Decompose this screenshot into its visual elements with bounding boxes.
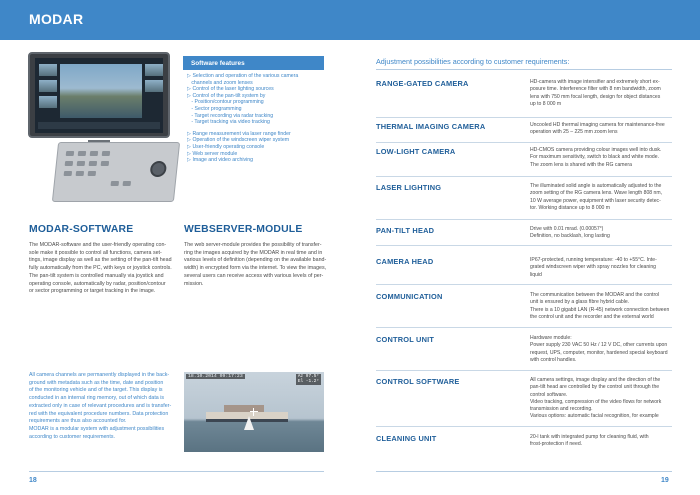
spec-label: THERMAL IMAGING CAMERA <box>376 122 486 131</box>
console-key <box>77 161 86 166</box>
spec-label: CAMERA HEAD <box>376 257 434 266</box>
spec-description: Uncooled HD thermal imaging camera for maintenance-free operation with 25 – 225 mm zoom lens <box>530 122 665 136</box>
console-key <box>102 151 111 156</box>
feature-item: - Position/contour programming <box>191 99 264 106</box>
software-toolbar <box>38 122 160 129</box>
main-camera-view <box>60 64 142 118</box>
feature-item: - Target recording via radar tracking <box>191 112 274 119</box>
heading-rule <box>376 69 672 70</box>
camera-channels-note: All camera channels are permanently displayed in the back- ground with metadata such as the time, date and position of the monitoring vehicle and of the target. This display is conducted in an internal ring memory, out of which data is extracted only in case of relevant procedures and is transfer- red with the equivalent procedure numbers. Data protection requirements are thus also accounted for. MODAR is a modular system with adjustment possibilities according to customer requirements. <box>29 372 172 440</box>
spec-description: All camera settings, image display and the direction of the pan-tilt head are controlled by the control unit through the control software. Video tracking, compression of the video flows for network transmission and recording. Various options: automatic facial recognition, for example <box>530 377 662 420</box>
spec-description: HD-CMOS camera providing colour images well into dusk. For maximum sensitivity, switch to black and white mode. The zoom lens is shared with the RG camera <box>530 147 662 168</box>
spec-row-camera-head <box>376 257 672 285</box>
spec-row-range-gated-camera <box>376 79 672 118</box>
console-key <box>76 171 85 176</box>
feature-item: - Sector programming <box>191 105 242 112</box>
console-key <box>64 171 73 176</box>
feature-item: ▷ Selection and operation of the various camera <box>187 73 299 79</box>
spec-label: LASER LIGHTING <box>376 183 442 192</box>
spec-label: LOW-LIGHT CAMERA <box>376 147 456 156</box>
console-key <box>111 181 120 186</box>
page-number-right: 19 <box>661 477 669 484</box>
console-key <box>123 181 132 186</box>
page-title: MODAR <box>29 11 84 27</box>
spec-row-control-software <box>376 377 672 427</box>
camera-image <box>184 372 324 452</box>
console-key <box>78 151 87 156</box>
feature-item: ▷ Image and video archiving <box>187 157 253 164</box>
spec-row-cleaning-unit <box>376 434 672 454</box>
feature-item: ▷ Web server module <box>187 150 238 157</box>
spec-label: CLEANING UNIT <box>376 434 437 443</box>
spec-row-communication <box>376 292 672 328</box>
operating-console-illustration <box>52 142 180 202</box>
console-key <box>90 151 99 156</box>
console-key <box>89 161 98 166</box>
feature-item: channels and zoom lenses <box>191 79 253 86</box>
spec-label: PAN-TILT HEAD <box>376 226 435 235</box>
monitor-screen <box>35 58 163 133</box>
spec-row-control-unit <box>376 335 672 371</box>
camera-thumbnail <box>145 80 163 92</box>
footer-rule <box>376 471 672 472</box>
console-key <box>88 171 97 176</box>
spec-description: 20-l tank with integrated pump for cleaning fluid, with frost-protection if need. <box>530 434 649 448</box>
spec-description: The illuminated solid angle is automatically adjusted to the zoom setting of the RG camera lens. Wave length 808 nm, 10 W average power, equipment with laser security detec- tor. Working distance up to 8 000 m <box>530 183 663 211</box>
webserver-module-title: WEBSERVER-MODULE <box>184 224 303 235</box>
spec-description: The communication between the MODAR and the control unit is ensured by a glass fibre hybrid cable. There is a 10 gigabit LAN (R-45) network connection between the control unit and the recorder and the external world <box>530 292 670 320</box>
console-key <box>66 151 75 156</box>
console-key <box>65 161 74 166</box>
spec-label: RANGE-GATED CAMERA <box>376 79 469 88</box>
adjustments-heading: Adjustment possibilities according to customer requirements: <box>376 57 570 66</box>
camera-thumbnail <box>39 64 57 76</box>
feature-item: - Target tracking via video tracking <box>191 119 270 126</box>
spec-label: COMMUNICATION <box>376 292 443 301</box>
spec-row-thermal-imaging-camera <box>376 122 672 143</box>
image-timestamp: 18.10.2014 09:17:23 <box>188 374 243 379</box>
footer-rule <box>29 471 324 472</box>
webserver-module-text: The web server-module provides the possibility of transfer- ring the images acquired by the MODAR in real time and in various levels of definition (depending on the available band- width) in encrypted form via the internet. To view the images, several users can receive access with various levels of per- mission. <box>184 242 327 287</box>
joystick-icon <box>149 161 167 177</box>
monitor-illustration <box>28 52 170 138</box>
spec-label: CONTROL SOFTWARE <box>376 377 460 386</box>
software-features-title: Software features <box>183 57 324 70</box>
spec-label: CONTROL UNIT <box>376 335 435 344</box>
spec-row-pan-tilt-head <box>376 226 672 246</box>
header-bar <box>0 0 700 40</box>
feature-item: ▷ Control of the laser lighting sources <box>187 86 274 93</box>
feature-item: ▷ Control of the pan-tilt system by <box>187 92 266 99</box>
spec-description: Hardware module: Power supply 230 VAC 50 Hz / 12 V DC, other currents upon request, UPS, computer, monitor, hardened special keyboard with control handles. <box>530 335 668 363</box>
camera-thumbnail <box>39 96 57 108</box>
sailboat <box>244 416 254 430</box>
software-features-list <box>183 70 324 164</box>
image-overlay: Az 97.5° El -1.2° <box>297 374 319 385</box>
spec-description: Drive with 0.01 mrad. (0.00057°) Definition, no backlash, long lasting <box>530 226 610 240</box>
modar-software-text: The MODAR-software and the user-friendly operating con- sole make it possible to control all functions, camera set- tings, image display as well as the setting of the pan-tilt head fully automatically from the PC, with keys or joystick controls. The pan-tilt system is controlled manually via joystick and operating console, automatically by radar, position/contour or sector programming or target tracking in the image. <box>29 242 172 295</box>
spec-row-laser-lighting <box>376 183 672 220</box>
camera-thumbnail <box>145 64 163 76</box>
page-number-left: 18 <box>29 477 37 484</box>
spec-description: HD-camera with image intensifier and extremely short ex- posure time. Interference filter with 8 nm bandwidth, zoom lens with 750 mm focal length, design for object distances up to 8 000 m <box>530 79 661 107</box>
feature-item: ▷ Operation of the windscreen wiper system <box>187 137 290 144</box>
spec-description: IP67-protected, running temperature: -40 to +55°C. Inte- grated windscreen wiper with spray nozzles for cleaning liquid <box>530 257 657 278</box>
camera-thumbnail <box>39 80 57 92</box>
spec-row-low-light-camera <box>376 147 672 177</box>
crosshair-icon <box>250 408 258 416</box>
feature-item: ▷ Range measurement via laser range finder <box>187 130 291 137</box>
console-key <box>101 161 110 166</box>
modar-software-title: MODAR-SOFTWARE <box>29 224 134 235</box>
software-features-box <box>183 56 324 196</box>
feature-item: ▷ User-friendly operating console <box>187 143 265 150</box>
